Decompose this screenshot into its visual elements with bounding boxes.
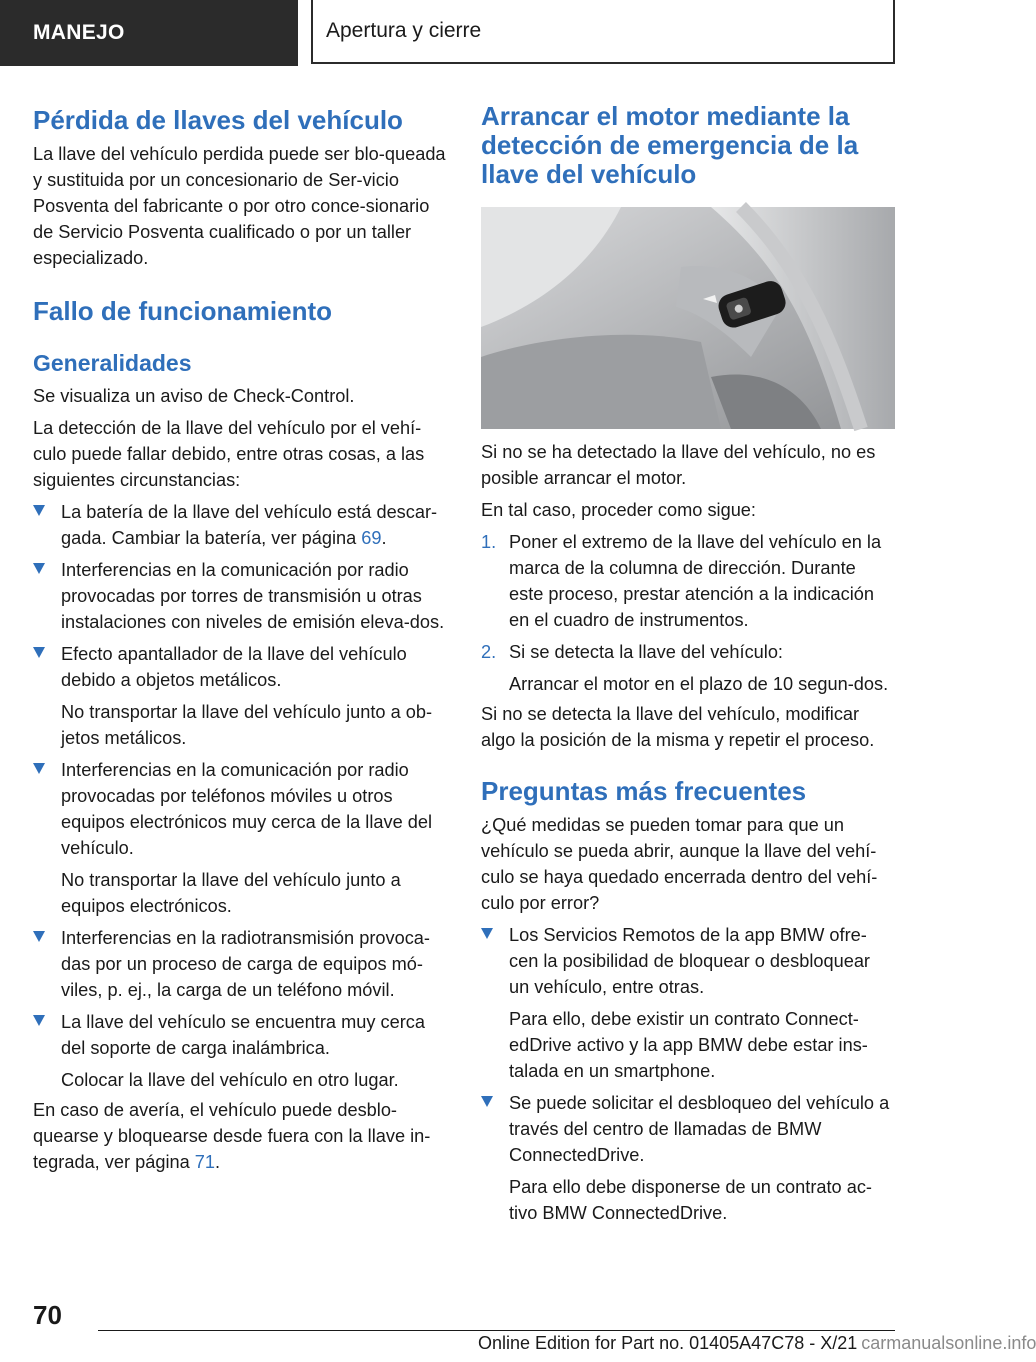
paragraph-lost-keys: La llave del vehículo perdida puede ser blo-queada y sustituida por un concesionario de Ser-vicio Posventa del fabricante o por otro conce-sionario de Servicio Posventa cualificado o por un taller especializado. — [33, 144, 446, 268]
page-link-69[interactable]: 69 — [361, 528, 382, 548]
triangle-bullet-icon — [33, 505, 45, 516]
list-item-text: Interferencias en la comunicación por radio provocadas por torres de transmisión u otras instalaciones con niveles de emisión eleva-dos. — [61, 560, 445, 632]
faq-list — [481, 922, 895, 1226]
page-link-71[interactable]: 71 — [194, 1152, 216, 1172]
section-tab: MANEJO — [0, 0, 298, 66]
list-item — [481, 922, 895, 1084]
list-item — [33, 925, 448, 1003]
heading-general: Generalidades — [33, 350, 192, 376]
page-number: 70 — [33, 1300, 62, 1330]
right-column — [481, 100, 895, 1226]
list-item-note: No transportar la llave del vehículo junto a ob-jetos metálicos. — [61, 702, 433, 748]
triangle-bullet-icon — [33, 563, 45, 574]
triangle-bullet-icon — [33, 931, 45, 942]
step-note: Arrancar el motor en el plazo de 10 segun-dos. — [509, 674, 889, 694]
car-interior-illustration — [481, 207, 895, 429]
list-item-text: Los Servicios Remotos de la app BMW ofre-cen la posibilidad de bloquear o desbloquear un vehículo, entre otras. — [509, 925, 870, 997]
list-item-text: La llave del vehículo se encuentra muy cerca del soporte de carga inalámbrica. — [61, 1012, 425, 1058]
footer-divider — [98, 1330, 895, 1331]
triangle-bullet-icon — [481, 1096, 493, 1107]
step-number: 2. — [481, 642, 497, 662]
list-item — [33, 757, 448, 919]
step-text: Si se detecta la llave del vehículo: — [509, 642, 783, 662]
step-item — [481, 529, 895, 633]
step-item — [481, 639, 895, 697]
triangle-bullet-icon — [33, 1015, 45, 1026]
footer-edition: Online Edition for Part no. 01405A47C78 - X/21 carmanualsonline.info — [478, 1333, 1036, 1353]
paragraph-detection: La detección de la llave del vehículo por el vehí-culo puede fallar debido, entre otras cosas, a las siguientes circunstancias: — [33, 418, 425, 490]
triangle-bullet-icon — [33, 647, 45, 658]
paragraph-proceed: En tal caso, proceder como sigue: — [481, 500, 756, 520]
list-item — [33, 499, 448, 551]
paragraph-no-detect: Si no se ha detectado la llave del vehículo, no es posible arrancar el motor. — [481, 442, 876, 488]
paragraph-modify: Si no se detecta la llave del vehículo, modificar algo la posición de la misma y repetir el proceso. — [481, 704, 875, 750]
list-item — [33, 1009, 448, 1093]
heading-malfunction: Fallo de funcionamiento — [33, 296, 333, 326]
list-item-text: La batería de la llave del vehículo está descar-gada. Cambiar la batería, ver página 69. — [61, 502, 438, 548]
heading-emergency-start: Arrancar el motor mediante la detección de emergencia de la llave del vehículo — [481, 101, 859, 189]
heading-lost-keys: Pérdida de llaves del vehículo — [33, 105, 403, 135]
list-item-note: Para ello debe disponerse de un contrato ac-tivo BMW ConnectedDrive. — [509, 1177, 872, 1223]
list-item-text: Efecto apantallador de la llave del vehículo debido a objetos metálicos. — [61, 644, 407, 690]
list-item-note: Colocar la llave del vehículo en otro lugar. — [61, 1070, 399, 1090]
chapter-title: Apertura y cierre — [311, 0, 895, 64]
list-item-text: Se puede solicitar el desbloqueo del vehículo a través del centro de llamadas de BMW ConnectedDrive. — [509, 1093, 890, 1165]
triangle-bullet-icon — [481, 928, 493, 939]
list-item — [33, 557, 448, 635]
list-item-note: No transportar la llave del vehículo junto a equipos electrónicos. — [61, 870, 401, 916]
circumstances-list — [33, 499, 448, 1093]
steering-column-key-photo — [481, 207, 895, 429]
left-column — [33, 100, 448, 1175]
list-item-text: Interferencias en la radiotransmisión provoca-das por un proceso de carga de equipos mó-viles, p. ej., la carga de un teléfono móvil. — [61, 928, 430, 1000]
paragraph-check-control: Se visualiza un aviso de Check-Control. — [33, 386, 355, 406]
list-item — [481, 1090, 895, 1226]
list-item-note: Para ello, debe existir un contrato Connect-edDrive activo y la app BMW debe estar ins-talada en un smartphone. — [509, 1009, 868, 1081]
triangle-bullet-icon — [33, 763, 45, 774]
paragraph-failure: En caso de avería, el vehículo puede desblo-quearse y bloquearse desde fuera con la llave in-tegrada, ver página 71. — [33, 1100, 431, 1172]
paragraph-question: ¿Qué medidas se pueden tomar para que un vehículo se pueda abrir, aunque la llave del vehí-culo se haya quedado encerrada dentro del vehí-culo por error? — [481, 815, 878, 913]
steps-list — [481, 529, 895, 697]
watermark: carmanualsonline.info — [861, 1333, 1036, 1353]
heading-faq: Preguntas más frecuentes — [481, 776, 807, 806]
step-text: Poner el extremo de la llave del vehículo en la marca de la columna de dirección. Durante este proceso, prestar atención a la indicación en el cuadro de instrumentos. — [509, 532, 882, 630]
list-item — [33, 641, 448, 751]
list-item-text: Interferencias en la comunicación por radio provocadas por teléfonos móviles u otros equipos electrónicos muy cerca de la llave del vehículo. — [61, 760, 433, 858]
step-number: 1. — [481, 532, 497, 552]
